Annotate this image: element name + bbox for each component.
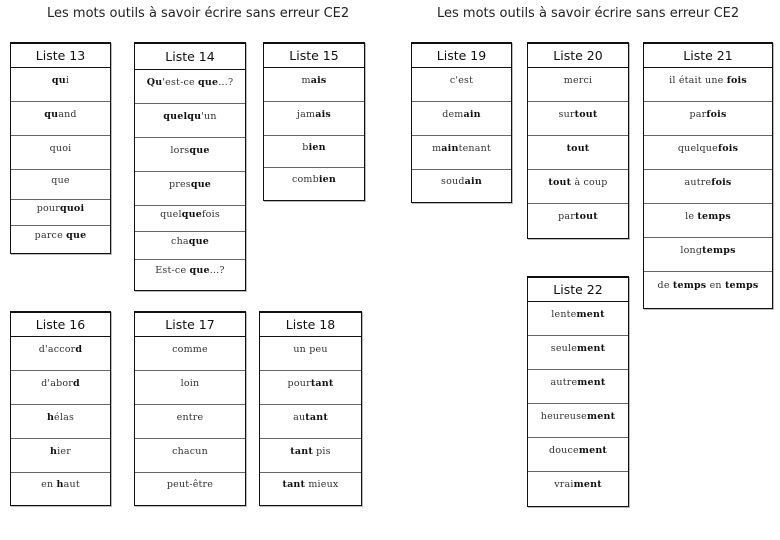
word-part: long — [680, 245, 703, 256]
highlighted-letters: quoi — [59, 203, 85, 214]
word-part: cha — [171, 236, 189, 247]
highlighted-letters: tout — [575, 211, 598, 222]
highlighted-letters: h — [56, 479, 64, 490]
list-item — [412, 170, 511, 202]
word-part: comme — [172, 344, 208, 355]
word-part: en — [41, 479, 57, 490]
highlighted-letters: que — [188, 236, 209, 247]
highlighted-letters: qu — [44, 109, 59, 120]
list-heading: Liste 21 — [644, 44, 772, 68]
word-part: fois — [201, 209, 220, 220]
list-heading: Liste 17 — [135, 313, 245, 337]
highlighted-letters: fois — [711, 177, 732, 188]
word-part: de — [657, 280, 673, 291]
list-item — [528, 404, 628, 438]
word-part: il était une — [669, 75, 727, 86]
list-item — [412, 102, 511, 136]
list-item — [260, 371, 361, 405]
word-part: par — [558, 211, 576, 222]
list-item — [644, 204, 772, 238]
highlighted-letters: que — [190, 179, 212, 190]
list-item — [11, 170, 110, 200]
word-part: pis — [312, 446, 331, 457]
list-item — [528, 170, 628, 204]
word-part: chacun — [172, 446, 208, 457]
list-item — [11, 102, 110, 136]
word-part: tenant — [458, 143, 491, 154]
word-part: heureuse — [540, 411, 588, 422]
highlighted-letters: tout — [548, 177, 572, 188]
highlighted-letters: Qu — [146, 77, 163, 88]
list-item — [135, 172, 245, 206]
highlighted-letters: ment — [576, 309, 605, 320]
word-part: quelque — [677, 143, 718, 154]
word-part: and — [58, 109, 77, 120]
page-title-left: Les mots outils à savoir écrire sans erreur CE2 — [47, 6, 350, 21]
word-part: peut-être — [166, 479, 214, 490]
word-part: vrai — [554, 479, 574, 490]
highlighted-letters: tout — [574, 109, 598, 120]
word-part: d'abor — [41, 378, 74, 389]
word-part: en — [706, 280, 725, 291]
list-item — [412, 68, 511, 102]
list-item — [260, 405, 361, 439]
list-item — [260, 473, 361, 505]
list-item — [528, 472, 628, 506]
list-item — [135, 473, 245, 505]
highlighted-letters: que — [66, 230, 87, 241]
word-part: douce — [548, 445, 579, 456]
word-part: b — [302, 142, 309, 153]
list-item — [135, 405, 245, 439]
word-part: aut — [63, 479, 80, 490]
word-list-liste-19 — [411, 42, 512, 203]
word-part: élas — [54, 412, 75, 423]
highlighted-letters: ment — [577, 377, 606, 388]
word-list-liste-18 — [259, 311, 362, 506]
word-part: parce — [34, 230, 67, 241]
list-item — [644, 136, 772, 170]
word-part: entre — [176, 412, 204, 423]
word-list-liste-20 — [527, 42, 629, 239]
word-part: un peu — [293, 344, 328, 355]
word-part: d'accor — [38, 344, 76, 355]
highlighted-letters: que — [189, 265, 210, 276]
word-part: ier — [57, 446, 71, 457]
word-part: sur — [558, 109, 575, 120]
list-heading: Liste 22 — [528, 278, 628, 302]
list-item — [135, 260, 245, 290]
highlighted-letters: tant — [282, 479, 306, 490]
word-list-liste-15 — [263, 42, 365, 201]
word-part: pour — [287, 378, 311, 389]
word-part: mieux — [305, 479, 339, 490]
list-item — [11, 68, 110, 102]
list-item — [412, 136, 511, 170]
highlighted-letters: temps — [702, 245, 736, 256]
word-part: que — [51, 175, 70, 186]
word-part: lors — [170, 145, 190, 156]
word-part: par — [689, 109, 707, 120]
list-heading: Liste 16 — [11, 313, 110, 337]
highlighted-letters: temps — [724, 280, 759, 291]
list-item — [11, 136, 110, 170]
word-part: pres — [168, 179, 191, 190]
word-part: au — [293, 412, 306, 423]
list-item — [135, 206, 245, 232]
list-item — [644, 102, 772, 136]
highlighted-letters: ien — [318, 174, 337, 185]
highlighted-letters: ain — [441, 143, 459, 154]
list-item — [644, 170, 772, 204]
highlighted-letters: ain — [464, 176, 482, 187]
word-part: …? — [209, 265, 225, 276]
word-part: 'un — [201, 111, 217, 122]
highlighted-letters: qu — [51, 75, 66, 86]
word-part: Est-ce — [155, 265, 190, 276]
word-list-liste-17 — [134, 311, 246, 506]
highlighted-letters: ais — [315, 109, 331, 120]
list-item — [11, 473, 110, 505]
list-item — [528, 102, 628, 136]
list-item — [11, 439, 110, 473]
word-part: à coup — [571, 177, 608, 188]
highlighted-letters: tant — [290, 446, 313, 457]
list-item — [260, 337, 361, 371]
list-item — [11, 226, 110, 253]
highlighted-letters: d — [75, 344, 83, 355]
highlighted-letters: ment — [577, 343, 606, 354]
word-part: …? — [218, 77, 234, 88]
word-part: autre — [684, 177, 712, 188]
word-part: jam — [297, 109, 316, 120]
highlighted-letters: ment — [578, 445, 608, 456]
word-part: merci — [563, 75, 593, 86]
word-part: le — [685, 211, 698, 222]
list-item — [11, 200, 110, 226]
highlighted-letters: quelqu — [163, 111, 202, 122]
list-item — [528, 204, 628, 238]
list-item — [135, 138, 245, 172]
highlighted-letters: d — [73, 378, 80, 389]
list-item — [260, 439, 361, 473]
word-part: soud — [441, 176, 465, 187]
highlighted-letters: ment — [587, 411, 616, 422]
list-item — [528, 438, 628, 472]
list-item — [135, 70, 245, 104]
list-item — [264, 68, 364, 102]
highlighted-letters: ain — [463, 109, 481, 120]
highlighted-letters: h — [50, 446, 58, 457]
word-list-liste-21 — [643, 42, 773, 309]
highlighted-letters: que — [181, 209, 202, 220]
word-part: i — [65, 75, 70, 86]
word-list-liste-13 — [10, 42, 111, 254]
list-item — [11, 405, 110, 439]
word-list-liste-22 — [527, 276, 629, 507]
list-item — [264, 136, 364, 168]
list-item — [528, 302, 628, 336]
highlighted-letters: temps — [672, 280, 707, 291]
list-heading: Liste 15 — [264, 44, 364, 68]
list-item — [528, 336, 628, 370]
list-heading: Liste 20 — [528, 44, 628, 68]
word-part: autre — [550, 377, 578, 388]
word-part: pour — [36, 203, 60, 214]
list-item — [644, 272, 772, 308]
list-item — [135, 371, 245, 405]
list-item — [264, 102, 364, 136]
word-list-liste-16 — [10, 311, 111, 506]
highlighted-letters: ien — [308, 142, 326, 153]
highlighted-letters: que — [189, 145, 210, 156]
highlighted-letters: ment — [573, 479, 602, 490]
word-part: seule — [550, 343, 578, 354]
list-item — [135, 439, 245, 473]
list-heading: Liste 13 — [11, 44, 110, 68]
list-item — [11, 337, 110, 371]
word-part: c'est — [449, 75, 474, 86]
word-list-liste-14 — [134, 42, 246, 291]
word-part: dem — [442, 109, 464, 120]
list-item — [11, 371, 110, 405]
word-part: quel — [160, 209, 182, 220]
list-item — [644, 238, 772, 272]
highlighted-letters: h — [46, 412, 55, 423]
word-part: m — [432, 143, 442, 154]
page-title-right: Les mots outils à savoir écrire sans erreur CE2 — [437, 6, 740, 21]
list-heading: Liste 14 — [135, 44, 245, 70]
word-part: m — [301, 75, 311, 86]
highlighted-letters: tant — [305, 412, 328, 423]
highlighted-letters: fois — [717, 143, 739, 154]
highlighted-letters: temps — [697, 211, 731, 222]
list-item — [528, 370, 628, 404]
list-item — [528, 68, 628, 102]
word-part: comb — [291, 174, 319, 185]
highlighted-letters: ais — [310, 75, 327, 86]
list-item — [528, 136, 628, 170]
word-part: 'est-ce — [162, 77, 199, 88]
highlighted-letters: tant — [310, 378, 334, 389]
list-item — [135, 337, 245, 371]
highlighted-letters: que — [198, 77, 219, 88]
word-part: quoi — [49, 143, 72, 154]
word-part: loin — [180, 378, 200, 389]
highlighted-letters: fois — [726, 75, 747, 86]
highlighted-letters: fois — [706, 109, 727, 120]
list-item — [135, 104, 245, 138]
list-heading: Liste 19 — [412, 44, 511, 68]
highlighted-letters: tout — [566, 143, 590, 154]
list-item — [135, 232, 245, 260]
list-item — [644, 68, 772, 102]
list-heading: Liste 18 — [260, 313, 361, 337]
list-item — [264, 168, 364, 200]
word-part: lente — [551, 309, 577, 320]
